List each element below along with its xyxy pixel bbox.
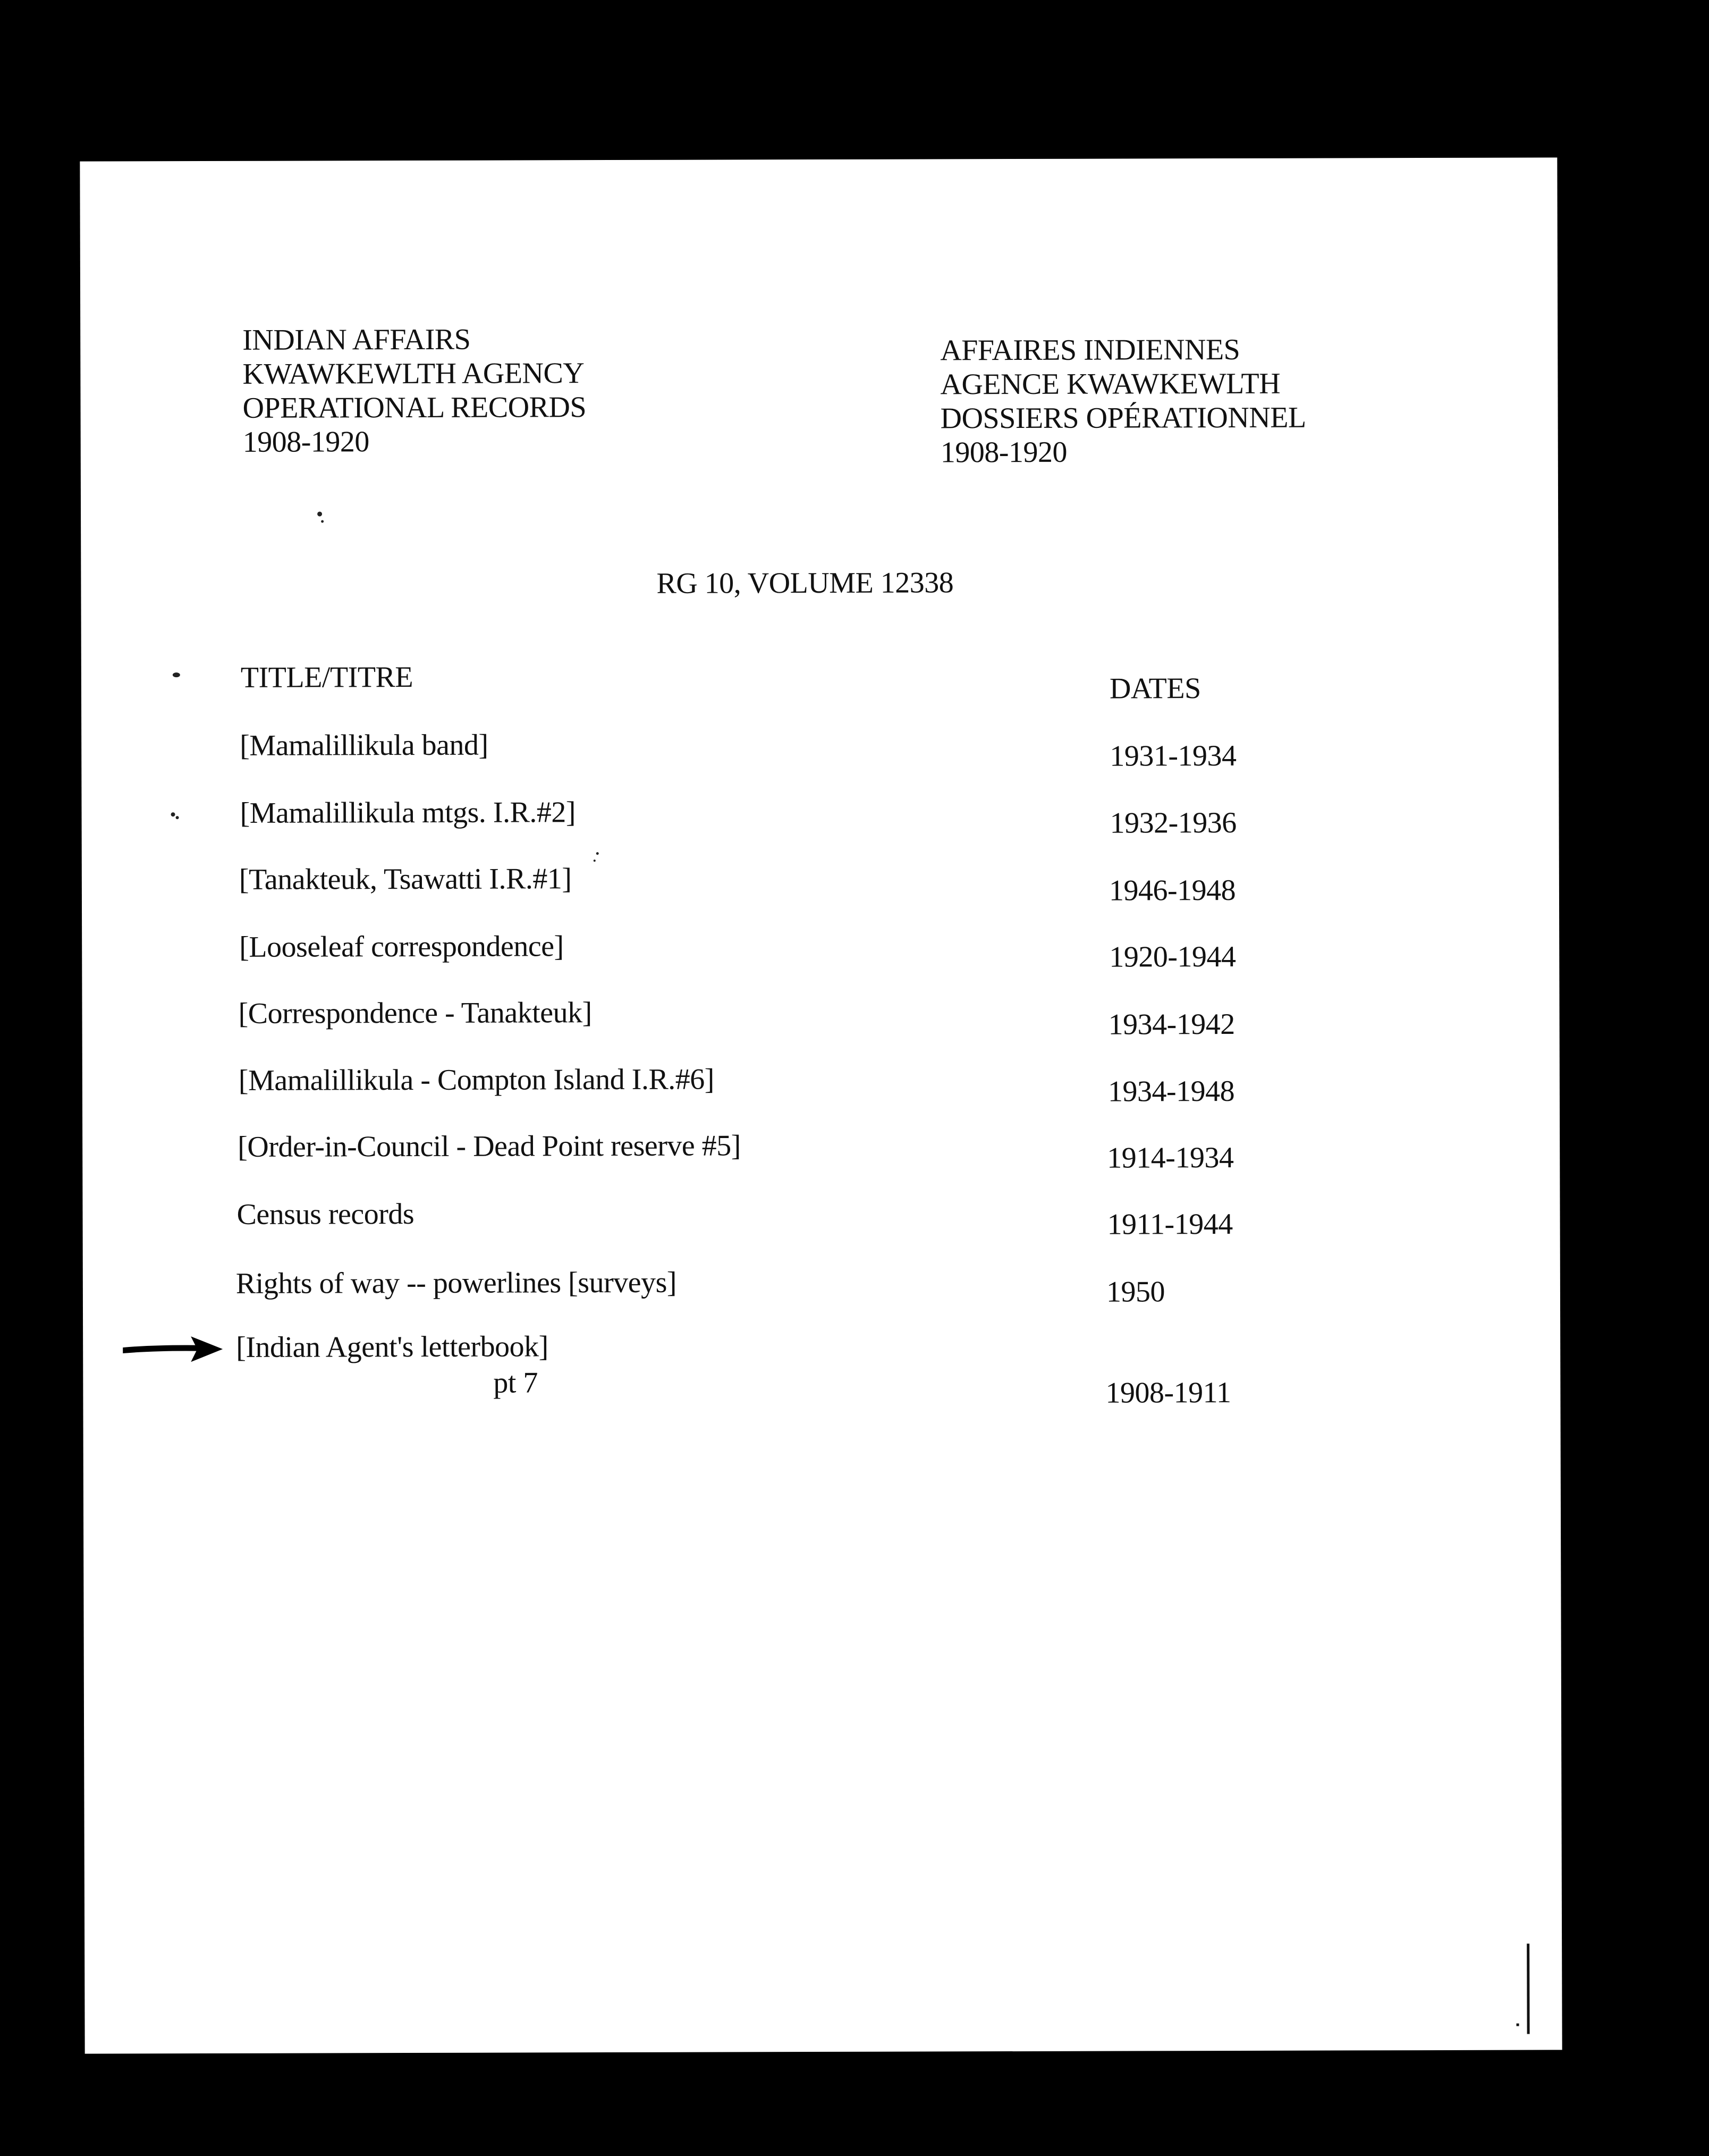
column-header-dates: DATES [1109,672,1201,705]
header-fr-line-1: AFFAIRES INDIENNES [940,333,1240,367]
entry-dates: 1920-1944 [1109,940,1236,974]
entry-title: [Mamalillikula - Compton Island I.R.#6] [238,1063,714,1097]
entry-dates: 1946-1948 [1109,873,1236,907]
volume-reference: RG 10, VOLUME 12338 [656,566,954,600]
entry-dates: 1932-1936 [1110,806,1237,840]
header-en-line-2: KWAWKEWLTH AGENCY [242,357,585,391]
entry-dates: 1934-1948 [1107,1074,1235,1108]
entry-title: [Correspondence - Tanakteuk] [238,996,592,1030]
scan-speck [176,816,179,819]
header-en-line-3: OPERATIONAL RECORDS [242,391,587,425]
scan-speck [594,860,596,862]
entry-dates: 1908-1911 [1105,1376,1231,1410]
entry-title: [Looseleaf correspondence] [239,930,564,964]
header-english [242,322,586,459]
scan-edge-mark [1517,2024,1519,2026]
entry-dates: 1934-1942 [1108,1007,1235,1041]
header-en-line-4: 1908-1920 [242,425,369,459]
entry-title: Census records [236,1198,414,1231]
entry-title: [Order-in-Council - Dead Point reserve #5] [238,1129,741,1164]
entry-subtitle: pt 7 [493,1366,538,1400]
scan-speck [317,511,322,516]
entry-dates: 1914-1934 [1107,1141,1234,1175]
scan-speck [321,520,324,523]
document-page [80,157,1562,2053]
entry-dates: 1931-1934 [1110,739,1237,773]
header-french [940,333,1306,470]
entry-dates: 1911-1944 [1107,1207,1233,1241]
entry-title: [Mamalillikula mtgs. I.R.#2] [240,796,576,830]
scan-speck [173,672,180,677]
entry-title: Rights of way -- powerlines [surveys] [235,1266,677,1300]
scan-speck [596,852,599,855]
column-header-title: TITLE/TITRE [240,661,413,694]
entry-title: [Mamalillikula band] [240,728,488,762]
entry-title: [Indian Agent's letterbook] [236,1330,548,1364]
header-en-line-1: INDIAN AFFAIRS [242,323,471,357]
header-fr-line-2: AGENCE KWAWKEWLTH [940,367,1281,401]
entry-title: [Tanakteuk, Tsawatti I.R.#1] [239,862,572,896]
arrow-right-icon [123,1333,224,1365]
scan-edge-mark [1527,1944,1529,2034]
entry-dates: 1950 [1106,1275,1165,1309]
header-fr-line-3: DOSSIERS OPÉRATIONNEL [940,401,1306,435]
header-fr-line-4: 1908-1920 [940,435,1068,469]
scan-speck [171,812,175,816]
